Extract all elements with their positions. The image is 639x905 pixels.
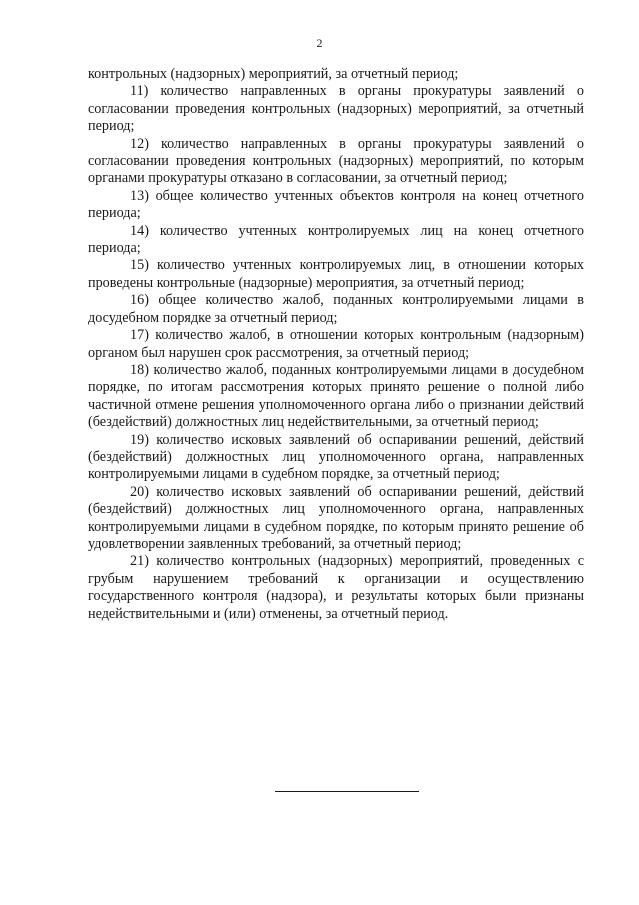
paragraph-item-17: 17) количество жалоб, в отношении которых контрольным (надзорным) органом был нарушен срок рассмотрения, за отчетный период; [88,327,584,361]
paragraph-item-16: 16) общее количество жалоб, поданных контролируемыми лицами в досудебном порядке за отчетный период; [88,292,584,326]
paragraph-item-19: 19) количество исковых заявлений об оспаривании решений, действий (бездействий) должностных лиц уполномоченного органа, направленных контролируемыми лицами в судебном порядке, за отчетный период; [88,431,584,483]
paragraph-item-13: 13) общее количество учтенных объектов контроля на конец отчетного периода; [88,187,584,222]
paragraph-continuation: контрольных (надзорных) мероприятий, за отчетный период; [88,66,459,82]
closing-rule [275,791,419,792]
paragraph-item-12: 12) количество направленных в органы прокуратуры заявлений о согласовании проведения контрольных (надзорных) мероприятий, по которым органами прокуратуры отказано в согласовании, за отчетный период; [88,135,584,187]
paragraph-item-18: 18) количество жалоб, поданных контролируемыми лицами в досудебном порядке, по итогам рассмотрения которых принято решение о полной либо частичной отмене решения уполномоченного органа либо о признании действий (бездействий) должностных лиц недействительными, за отчетный период; [88,361,584,431]
paragraph-item-11: 11) количество направленных в органы прокуратуры заявлений о согласовании проведения контрольных (надзорных) мероприятий, за отчетный период; [88,83,584,135]
document-body [88,66,584,623]
paragraph-item-21: 21) количество контрольных (надзорных) мероприятий, проведенных с грубым нарушением требований к организации и осуществлению государственного контроля (надзора), и результаты которых были признаны недействительными и (или) отменены, за отчетный период. [88,553,584,622]
paragraph-item-20: 20) количество исковых заявлений об оспаривании решений, действий (бездействий) должностных лиц уполномоченного органа, направленных контролируемыми лицами в судебном порядке, по которым принято решение об удовлетворении заявленных требований, за отчетный период; [88,483,584,552]
page-number: 2 [316,36,323,50]
paragraph-item-14: 14) количество учтенных контролируемых лиц на конец отчетного периода; [88,222,584,257]
paragraph-item-15: 15) количество учтенных контролируемых лиц, в отношении которых проведены контрольные (надзорные) мероприятия, за отчетный период; [88,257,584,291]
